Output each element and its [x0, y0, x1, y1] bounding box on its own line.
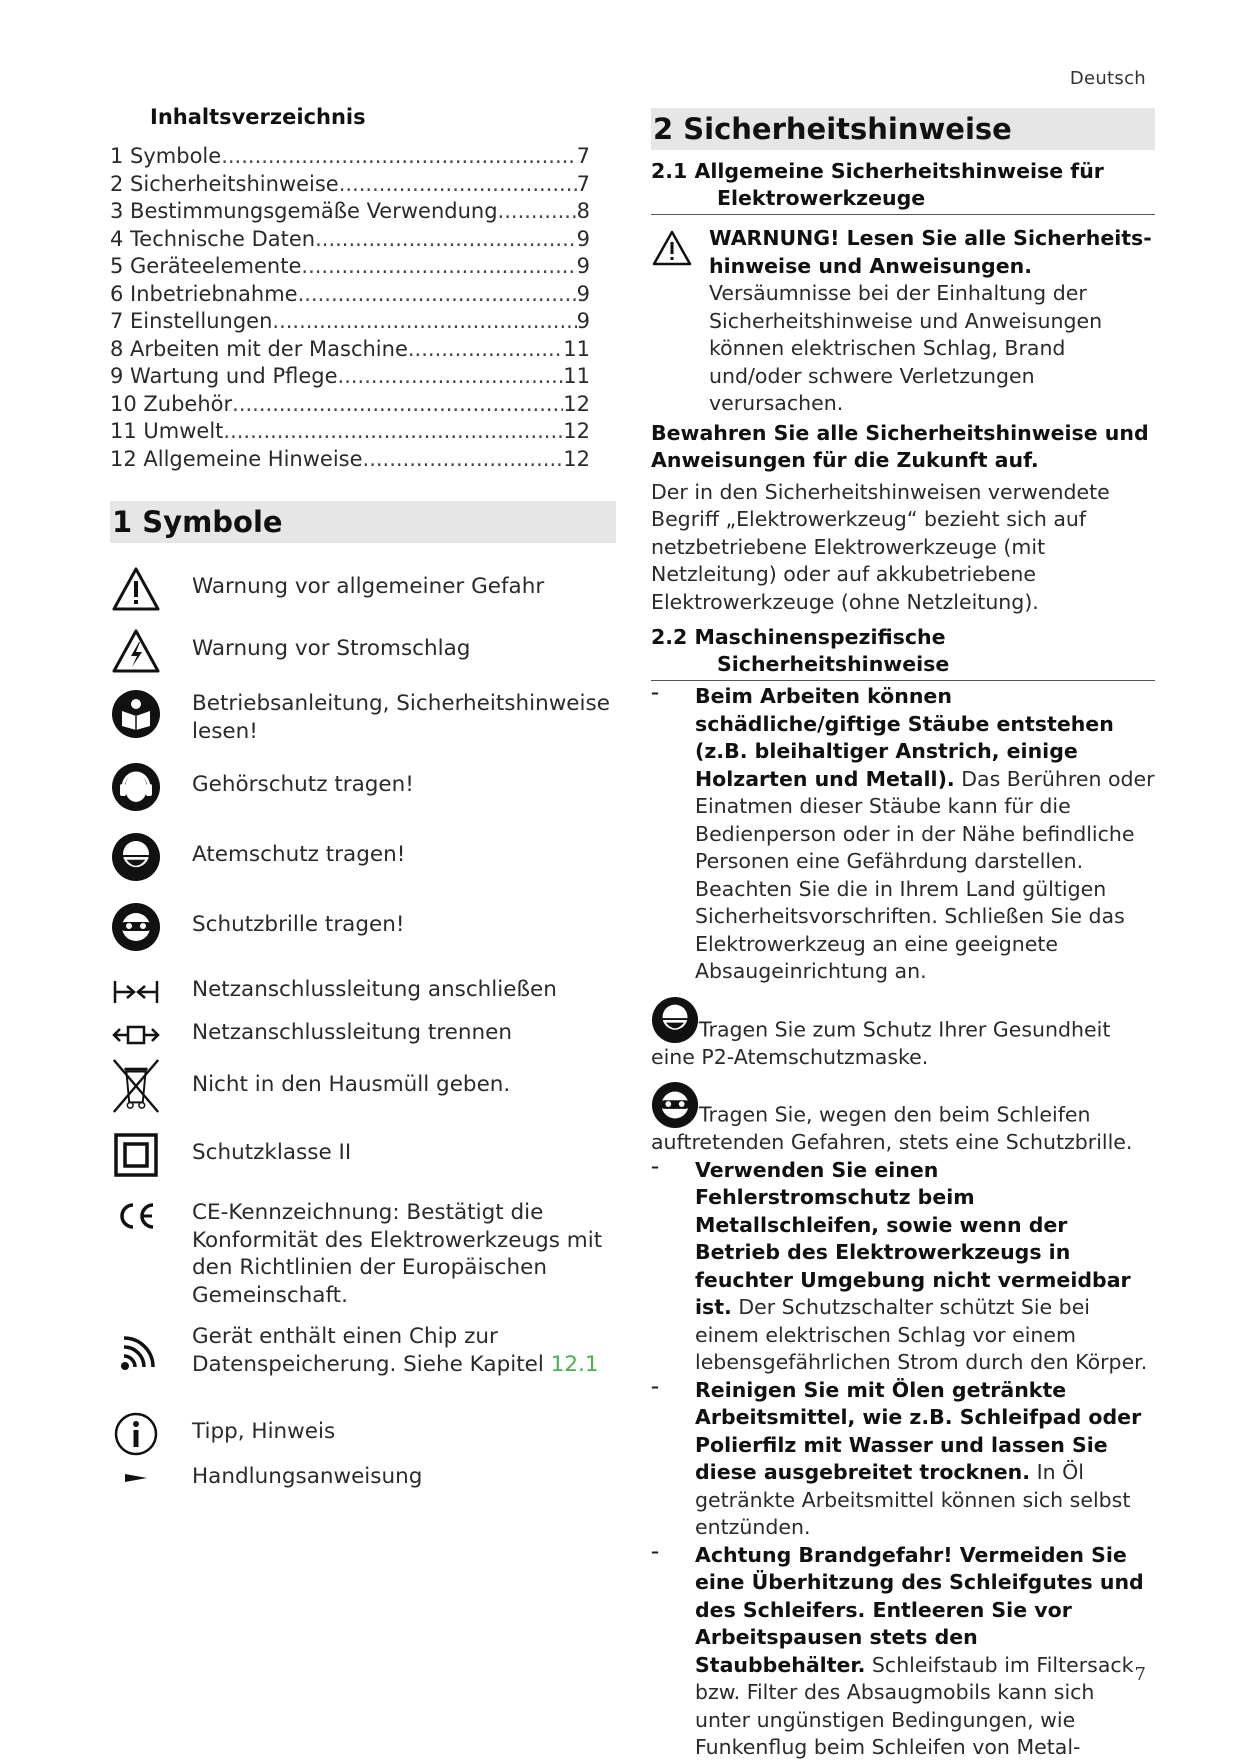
mask-instruction: Tragen Sie zum Schutz Ihrer Gesundheit eine P2-Atemschutzmaske.	[651, 996, 1155, 1072]
plug-disconnect-icon	[111, 1020, 161, 1050]
toc-entry[interactable]: 5 Geräteelemente ..... 9	[110, 253, 590, 281]
goggles-instruction: Tragen Sie, wegen den beim Schleifen auftretenden Gefahren, stets eine Schutzbrille.	[651, 1081, 1155, 1157]
section-heading-safety: 2 Sicherheitshinweise	[651, 108, 1155, 150]
symbol-row	[110, 831, 406, 883]
symbol-row	[110, 1324, 599, 1377]
left-column	[110, 105, 615, 1493]
symbol-label: Handlungsanweisung	[192, 1464, 423, 1489]
toc-entry[interactable]: 7 Einstellungen ..... 9	[110, 308, 590, 336]
protection-class-2-icon	[113, 1132, 159, 1178]
symbol-row	[110, 688, 610, 744]
symbol-row	[110, 1129, 352, 1181]
symbol-label: Netzanschlussleitung trennen	[192, 1020, 512, 1045]
rfid-chip-icon	[116, 1335, 156, 1375]
toc-entry[interactable]: 12 Allgemeine Hinweise ..... 12	[110, 446, 590, 474]
symbol-row	[110, 563, 545, 615]
subsection-heading-2-2: 2.2 Maschinenspezifische Sicherheitshinweise	[651, 624, 1155, 681]
symbol-label: Tipp, Hinweis	[192, 1419, 336, 1444]
crossed-bin-icon	[110, 1055, 162, 1117]
symbol-label: CE-Kennzeichnung: Bestätigt die Konformität des Elektrowerkzeugs mit den Richtlinien der Europäischen Gemeinschaft.	[192, 1200, 603, 1308]
symbol-row	[110, 1463, 423, 1493]
plug-connect-icon	[111, 977, 161, 1007]
keep-instructions-text: Bewahren Sie alle Sicherheitshinweise und Anweisungen für die Zukunft auf.	[651, 420, 1149, 472]
symbol-row	[110, 1408, 336, 1460]
toc-entry[interactable]: 1 Symbole ..... 7	[110, 143, 590, 171]
safety-item: – Achtung Brandgefahr! Vermeiden Sie eine Überhitzung des Schleifgutes und des Schleifers. Entleeren Sie vor Arbeitspausen stets den Staubbehälter. Schleifstaub im Filtersack bzw. Filter des Absaugmobils kann sich unter ungünstigen Bedingungen, wie Funkenflug beim Schleifen von Metal-	[651, 1541, 1144, 1759]
symbol-label: Atemschutz tragen!	[192, 842, 406, 867]
symbol-label: Warnung vor allgemeiner Gefahr	[192, 574, 545, 599]
chapter-link[interactable]: 12.1	[550, 1351, 599, 1377]
symbol-row	[110, 1055, 511, 1117]
respiratory-protection-icon	[651, 996, 699, 1044]
warning-triangle-icon	[111, 566, 161, 612]
toc-entry[interactable]: 9 Wartung und Pflege ..... 11	[110, 363, 590, 391]
toc-entry[interactable]: 10 Zubehör ..... 12	[110, 391, 590, 419]
symbol-row	[110, 1200, 603, 1308]
info-icon	[113, 1411, 159, 1457]
right-column	[651, 108, 1155, 1762]
symbol-label: Betriebsanleitung, Sicherheitshinweise lesen!	[192, 691, 610, 744]
toc-entry[interactable]: 2 Sicherheitshinweise ..... 7	[110, 171, 590, 199]
read-manual-icon	[111, 689, 161, 739]
toc-entry[interactable]: 11 Umwelt ..... 12	[110, 418, 590, 446]
ear-protection-icon	[111, 762, 161, 812]
action-arrow-icon	[121, 1471, 151, 1485]
safety-item: – Beim Arbeiten können schädliche/giftige Stäube entstehen (z.B. bleihaltiger Anstrich, einige Holzarten und Metall). Das Berühren oder Einatmen dieser Stäube kann für die Bedienperson oder in der Nähe befindliche Personen eine Gefährdung darstellen. Beachten Sie die in Ihrem Land gültigen Sicherheitsvorschriften. Schließen Sie das Elektrowerkzeug an eine geeignete Absaugeinrichtung an.	[651, 683, 1155, 983]
symbol-list	[110, 543, 615, 1493]
toc-entry[interactable]: 3 Bestimmungsgemäße Verwendung ..... 8	[110, 198, 590, 226]
symbol-label: Gerät enthält einen Chip zur Datenspeicherung. Siehe Kapitel 12.1	[192, 1324, 599, 1377]
safety-goggles-icon	[111, 902, 161, 952]
safety-item: – Reinigen Sie mit Ölen getränkte Arbeitsmittel, wie z.B. Schleifpad oder Polierfilz mit Wasser und lassen Sie diese ausgebreitet trocknen. In Öl getränkte Arbeitsmittel können sich selbst entzünden.	[651, 1376, 1142, 1539]
symbol-label: Schutzbrille tragen!	[192, 912, 405, 937]
page-number: 7	[1134, 1664, 1146, 1685]
symbol-row	[110, 1009, 512, 1061]
warning-triangle-icon	[651, 229, 693, 267]
symbol-row	[110, 901, 405, 953]
symbol-label: Netzanschlussleitung anschließen	[192, 977, 557, 1002]
warning-block: WARNUNG! Lesen Sie alle Sicherheitshinweise und Anweisungen. Versäumnisse bei der Einhaltung der Sicherheitshinweise und Anweisungen können elektrischen Schlag, Brand und/oder schwere Verletzungen verursachen.	[651, 215, 1155, 418]
symbol-row	[110, 625, 471, 677]
section-heading-symbols: 1 Symbole	[110, 501, 616, 543]
toc-entry[interactable]: 4 Technische Daten ..... 9	[110, 226, 590, 254]
toc-entry[interactable]: 8 Arbeiten mit der Maschine ..... 11	[110, 336, 590, 364]
respiratory-protection-icon	[111, 832, 161, 882]
toc-title: Inhaltsverzeichnis	[150, 105, 366, 129]
term-definition-text: Der in den Sicherheitshinweisen verwendete Begriff „Elektrowerkzeug“ bezieht sich auf netzbetriebene Elektrowerkzeuge (mit Netzleitung) oder auf akkubetriebene Elektrowerkzeuge (ohne Netzleitung).	[651, 479, 1110, 614]
toc-entry[interactable]: 6 Inbetriebnahme ..... 9	[110, 281, 590, 309]
safety-item: – Verwenden Sie einen Fehlerstromschutz beim Metallschleifen, sowie wenn der Betrieb des Elektrowerkzeugs in feuchter Umgebung nicht vermeidbar ist. Der Schutzschalter schützt Sie bei einem elektrischen Schlag vor einem lebensgefährlichen Strom durch den Körper.	[651, 1156, 1148, 1374]
safety-goggles-icon	[651, 1081, 699, 1129]
symbol-row	[110, 761, 414, 813]
symbol-label: Gehörschutz tragen!	[192, 772, 414, 797]
ce-mark-icon	[113, 1201, 159, 1231]
symbol-label: Warnung vor Stromschlag	[192, 636, 471, 661]
table-of-contents	[110, 143, 615, 473]
symbol-label: Schutzklasse II	[192, 1140, 352, 1165]
electric-shock-warning-icon	[111, 628, 161, 674]
language-label: Deutsch	[1069, 68, 1146, 89]
subsection-heading-2-1: 2.1 Allgemeine Sicherheitshinweise für Elektrowerkzeuge	[651, 158, 1155, 215]
symbol-label: Nicht in den Hausmüll geben.	[192, 1072, 511, 1097]
